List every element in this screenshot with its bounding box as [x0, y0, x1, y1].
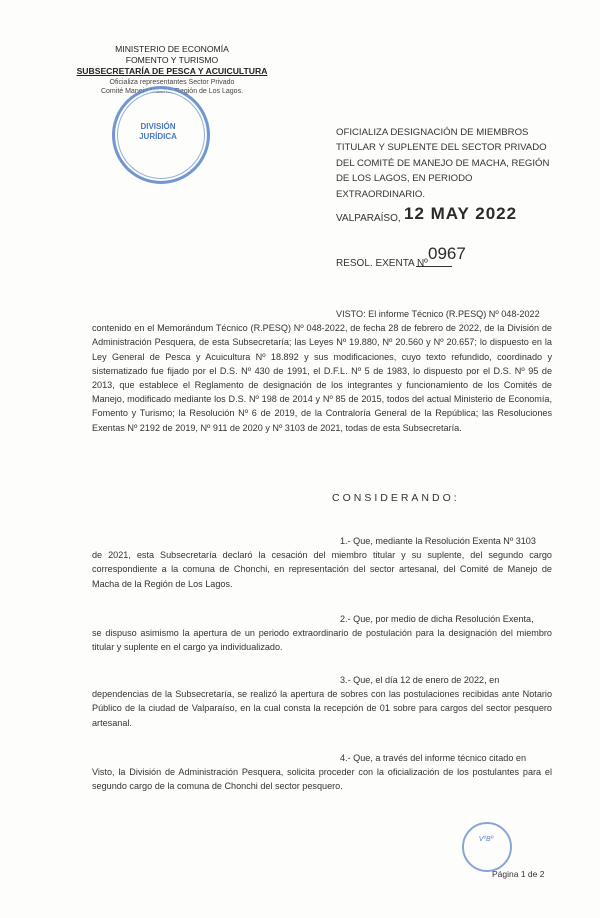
- header-subsecretaria: SUBSECRETARÍA DE PESCA Y ACUICULTURA: [76, 66, 268, 77]
- paragraph-1-lead: 1.- Que, mediante la Resolución Exenta Nº 3103: [340, 536, 536, 546]
- visto-section: [92, 307, 552, 435]
- resolution-number: 0967: [428, 244, 466, 263]
- paragraph-4-body: Visto, la División de Administración Pesquera, solicita proceder con la oficialización de los postulantes para el segundo cargo de la comuna de Chonchi del sector pesquero.: [92, 767, 552, 792]
- considerando-paragraph-4: [92, 751, 552, 794]
- resolution-title: OFICIALIZA DESIGNACIÓN DE MIEMBROS TITULAR Y SUPLENTE DEL SECTOR PRIVADO DEL COMITÉ DE MANEJO DE MACHA, REGIÓN DE LOS LAGOS, EN PERIODO EXTRAORDINARIO.: [336, 127, 550, 200]
- page-number: Página 1 de 2: [492, 869, 545, 879]
- vb-stamp-label: VºBº: [478, 836, 494, 843]
- considerando-paragraph-2: [92, 612, 552, 655]
- visto-first-line: VISTO: El informe Técnico (R.PESQ) Nº 048-2022: [336, 309, 540, 319]
- paragraph-2-lead: 2.- Que, por medio de dicha Resolución Exenta,: [340, 614, 534, 624]
- paragraph-2-body: se dispuso asimismo la apertura de un periodo extraordinario de postulación para la designación del miembro titular y suplente en el cargo ya individualizado.: [92, 628, 552, 653]
- date-stamp: 12 MAY 2022: [404, 204, 518, 223]
- vb-stamp: [462, 822, 512, 872]
- paragraph-3-body: dependencias de la Subsecretaría, se realizó la apertura de sobres con las postulaciones recibidas ante Notario Público de la ciudad de Valparaíso, en la cual consta la recepción de 01 sobre para cargos del sector pesquero artesanal.: [92, 689, 552, 728]
- visto-body: contenido en el Memorándum Técnico (R.PESQ) Nº 048-2022, de fecha 28 de febrero de 2022, de la División de Administración Pesquera, de esta Subsecretaría; las Leyes Nº 19.880, Nº 20.560 y Nº 20.657; lo dispuesto en la Ley General de Pesca y Acuicultura Nº 18.892 y sus modificaciones, cuyo texto refundido, coordinado y sistematizado fue fijado por el D.S. Nº 430 de 1991, el D.F.L. Nº 5 de 1983, lo dispuesto por el D.S. Nº 95 de 2013, que establece el Reglamento de designación de los integrantes y funcionamiento de los Comités de Manejo, modificado mediante los D.S. Nº 198 de 2014 y Nº 85 de 2015, todos del actual Ministerio de Economía, Fomento y Turismo; la Resolución Nº 6 de 2019, de la Contraloría General de la República; las Resoluciones Exentas Nº 2192 de 2019, Nº 911 de 2020 y Nº 3103 de 2021, todas de esta Subsecretaría.: [92, 323, 552, 433]
- paragraph-4-lead: 4.- Que, a través del informe técnico citado en: [340, 753, 527, 763]
- place-label: VALPARAÍSO,: [336, 213, 401, 224]
- paragraph-1-body: de 2021, esta Subsecretaría declaró la cesación del miembro titular y su suplente, del segundo cargo correspondiente a la comuna de Chonchi, en representación del sector artesanal, del Comité de Manejo de Macha de la Región de Los Lagos.: [92, 550, 552, 589]
- header-note-2: Comité Manejo Macha, Región de Los Lagos.: [100, 88, 244, 96]
- considerando-paragraph-1: [92, 534, 552, 591]
- header-note-1: Oficializa representantes Sector Privado: [109, 78, 235, 86]
- resolution-label: RESOL. EXENTA Nº: [336, 258, 428, 269]
- header-fomento: FOMENTO Y TURISMO: [125, 55, 219, 66]
- paragraph-3-lead: 3.- Que, el día 12 de enero de 2022, en: [340, 675, 500, 685]
- considerando-paragraph-3: [92, 673, 552, 730]
- considerando-heading: CONSIDERANDO:: [332, 492, 460, 504]
- resolution-number-line: [416, 266, 452, 267]
- header-ministry: MINISTERIO DE ECONOMÍA: [115, 44, 229, 54]
- stamp-label: DIVISIÓN JURÍDICA: [139, 122, 177, 141]
